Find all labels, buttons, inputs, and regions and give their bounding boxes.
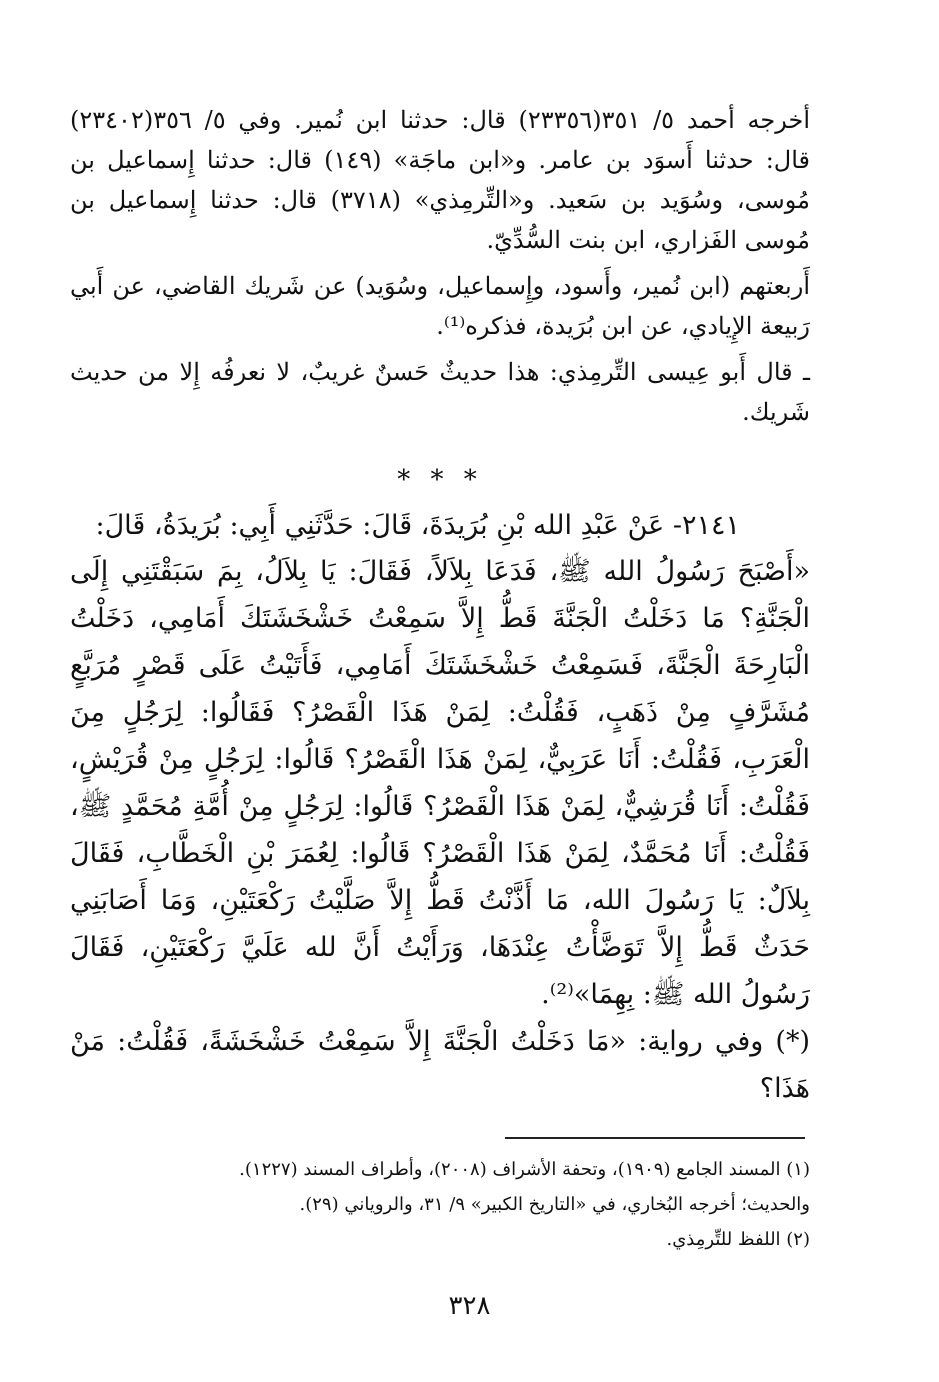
hadith-heading: ٢١٤١- عَنْ عَبْدِ الله بْنِ بُرَيدَةَ، قَالَ: حَدَّثَنِي أَبِي: بُرَيدَةُ، قَالَ: [95, 510, 740, 541]
hadith-text: «أَصْبَحَ رَسُولُ الله ﷺ، فَدَعَا بِلاَلاً، فَقَالَ: يَا بِلاَلُ، بِمَ سَبَقْتَنِي إِلَى الْجَنَّةِ؟ مَا دَخَلْتُ الْجَنَّةَ قَطُّ إِلاَّ سَمِعْتُ خَشْخَشَتَكَ أَمَامِي، دَخَلْتُ الْبَارِحَةَ الْجَنَّةَ، فَسَمِعْتُ خَشْخَشَتَكَ أَمَامِي، فَأَتَيْتُ عَلَى قَصْرٍ مُرَبَّعٍ مُشَرَّفٍ مِنْ ذَهَبٍ، فَقُلْتُ: لِمَنْ هَذَا الْقَصْرُ؟ فَقَالُوا: لِرَجُلٍ مِنَ الْعَرَبِ، فَقُلْتُ: أَنَا عَرَبِيٌّ، لِمَنْ هَذَا الْقَصْرُ؟ قَالُوا: لِرَجُلٍ مِنْ قُرَيْشٍ، فَقُلْتُ: أَنَا قُرَشِيٌّ، لِمَنْ هَذَا الْقَصْرُ؟ قَالُوا: لِرَجُلٍ مِنْ أُمَّةِ مُحَمَّدٍ ﷺ، فَقُلْتُ: أَنَا مُحَمَّدٌ، لِمَنْ هَذَا الْقَصْرُ؟ قَالُوا: لِعُمَرَ بْنِ الْخَطَّابِ، فَقَالَ بِلاَلٌ: يَا رَسُولَ الله، مَا أَذَّنْتُ قَطُّ إِلاَّ صَلَّيْتُ رَكْعَتَيْنِ، وَمَا أَصَابَنِي حَدَثٌ قَطُّ إِلاَّ تَوَضَّأْتُ عِنْدَهَا، وَرَأَيْتُ أَنَّ لله عَلَيَّ رَكْعَتَيْنِ، فَقَالَ رَسُولُ الله ﷺ: بِهِمَا»⁽²⁾. [70, 556, 810, 1010]
footnote-1: (١) المسند الجامع (١٩٠٩)، وتحفة الأشراف (٢٠٠٨)، وأطراف المسند (١٢٢٧). [239, 1159, 810, 1180]
section-separator: * * * [397, 465, 483, 495]
takhrij-paragraph: أخرجه أحمد ٥/ ٣٥١(٢٣٣٥٦) قال: حدثنا ابن نُمير. وفي ٥/ ٣٥٦(٢٣٤٠٢) قال: حدثنا أَسوَد بن عامر. و«ابن ماجَة» (١٤٩) قال: حدثنا إِسماعيل بن مُوسى، وسُوَيد بن سَعيد. و«التِّرمِذي» (٣٧١٨) قال: حدثنا إِسماعيل بن مُوسى الفَزاري، ابن بنت السُّدِّيّ. [70, 106, 811, 254]
tirmidhi-comment: ـ قال أَبو عِيسى التِّرمِذي: هذا حديثٌ حَسنٌ غريبٌ، لا نعرفُه إِلا من حديث شَريك. [70, 358, 811, 426]
page-number: ٣٢٨ [448, 1291, 491, 1321]
hadith-variant: (*) وفي رواية: «مَا دَخَلْتُ الْجَنَّةَ إِلاَّ سَمِعْتُ خَشْخَشَةً، فَقُلْتُ: مَنْ هَذَا؟ [70, 1026, 810, 1104]
chain-paragraph: أَربعتهم (ابن نُمير، وأَسود، وإِسماعيل، وسُوَيد) عن شَريك القاضي، عن أَبي رَبيعة الإِيادي، عن ابن بُرَيدة، فذكره⁽¹⁾. [70, 272, 810, 340]
main-text [70, 100, 810, 1112]
footnote-1-continued: والحديث؛ أخرجه البُخاري، في «التاريخ الكبير» ٩/ ٣١، والروياني (٢٩). [299, 1194, 810, 1215]
footnotes [70, 1152, 810, 1257]
footnote-2: (٢) اللفظ للتِّرمِذي. [666, 1229, 810, 1250]
footnote-divider [505, 1137, 805, 1139]
